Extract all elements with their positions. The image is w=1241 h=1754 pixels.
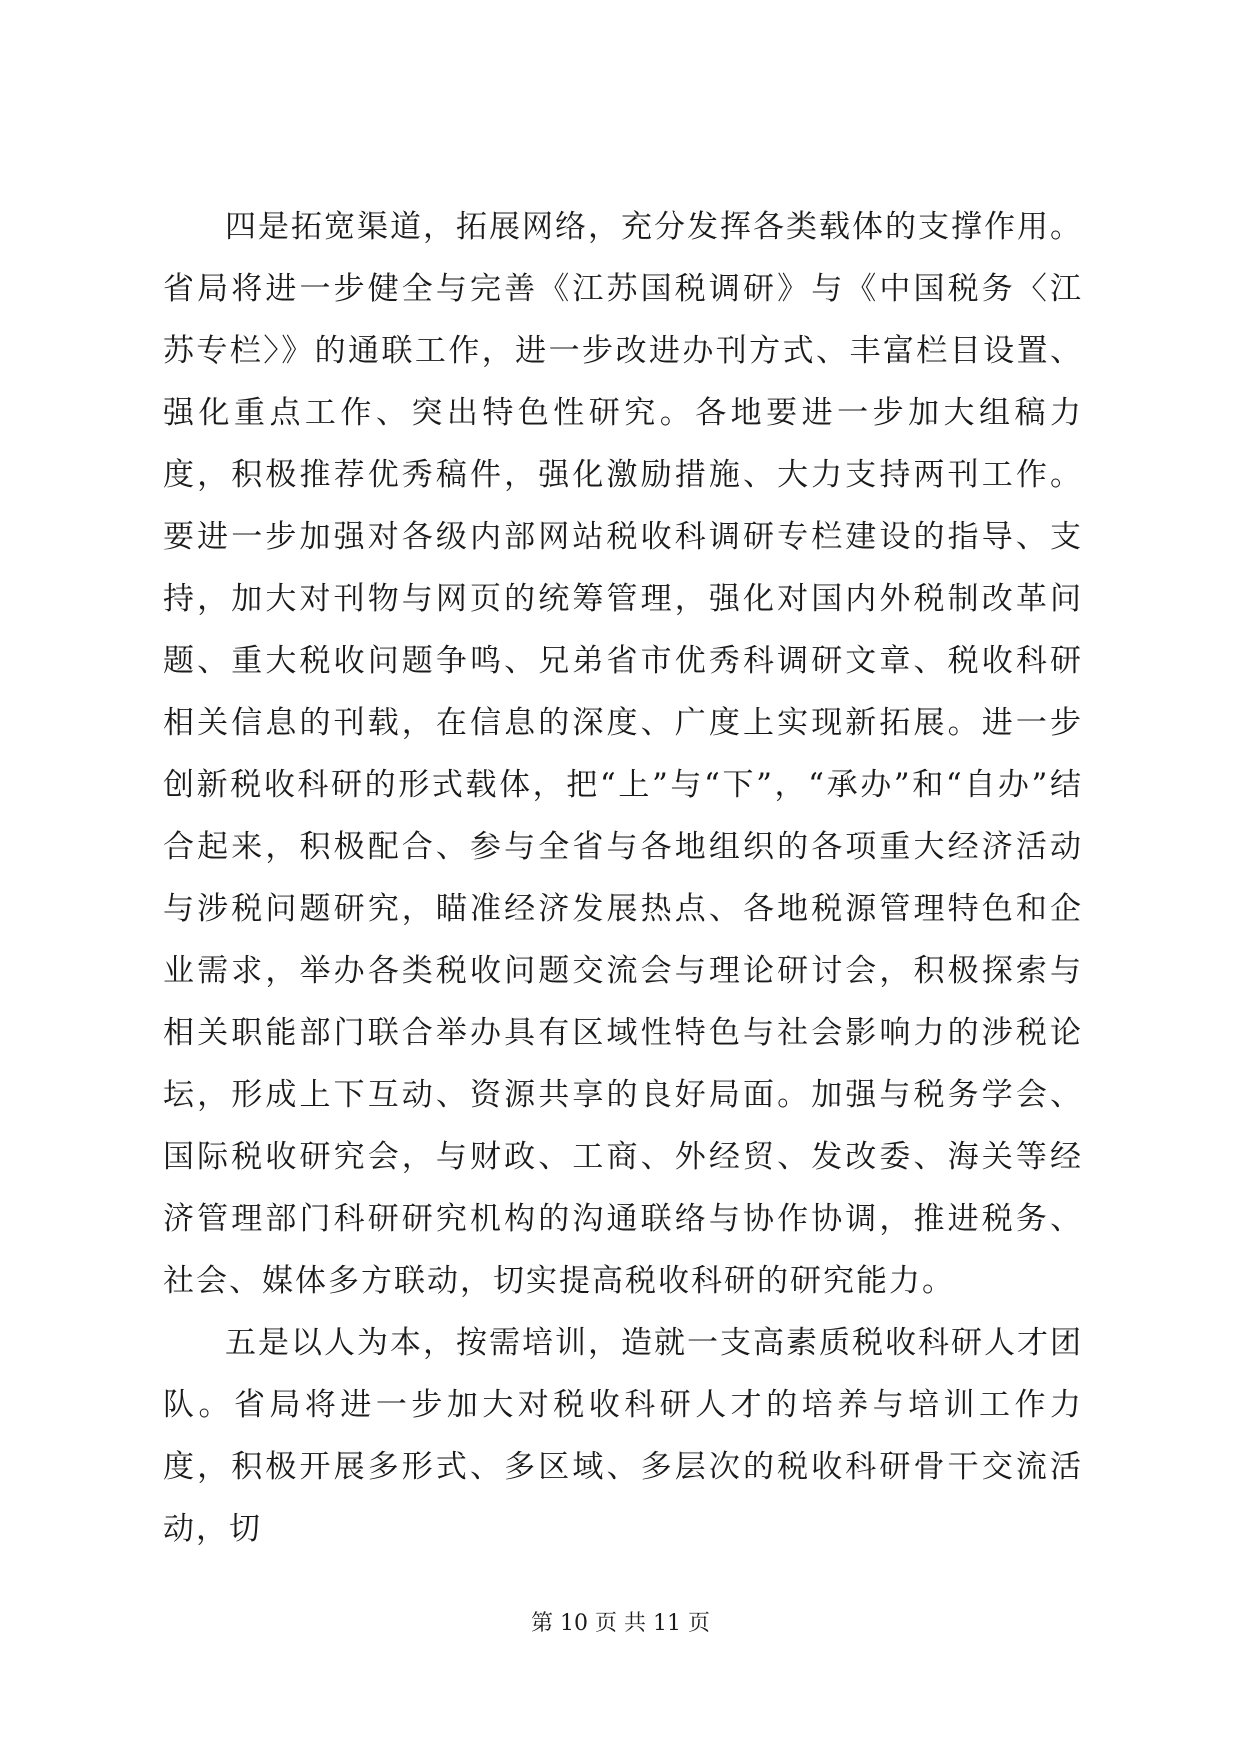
paragraph-4: 四是拓宽渠道，拓展网络，充分发挥各类载体的支撑作用。省局将进一步健全与完善《江苏国税调研》与《中国税务〈江苏专栏〉》的通联工作，进一步改进办刊方式、丰富栏目设置、强化重点工作、突出特色性研究。各地要进一步加大组稿力度，积极推荐优秀稿件，强化激励措施、大力支持两刊工作。要进一步加强对各级内部网站税收科调研专栏建设的指导、支持，加大对刊物与网页的统筹管理，强化对国内外税制改革问题、重大税收问题争鸣、兄弟省市优秀科调研文章、税收科研相关信息的刊载，在信息的深度、广度上实现新拓展。进一步创新税收科研的形式载体，把“上”与“下”，“承办”和“自办”结合起来，积极配合、参与全省与各地组织的各项重大经济活动与涉税问题研究，瞄准经济发展热点、各地税源管理特色和企业需求，举办各类税收问题交流会与理论研讨会，积极探索与相关职能部门联合举办具有区域性特色与社会影响力的涉税论坛，形成上下互动、资源共享的良好局面。加强与税务学会、国际税收研究会，与财政、工商、外经贸、发改委、海关等经济管理部门科研研究机构的沟通联络与协作协调，推进税务、社会、媒体多方联动，切实提高税收科研的研究能力。	[163, 209, 1083, 1299]
paragraph-5: 五是以人为本，按需培训，造就一支高素质税收科研人才团队。省局将进一步加大对税收科研人才的培养与培训工作力度，积极开展多形式、多区域、多层次的税收科研骨干交流活动，切	[163, 1325, 1083, 1547]
page-footer: 第 10 页 共 11 页	[531, 1611, 710, 1636]
body-text	[163, 196, 1083, 1560]
